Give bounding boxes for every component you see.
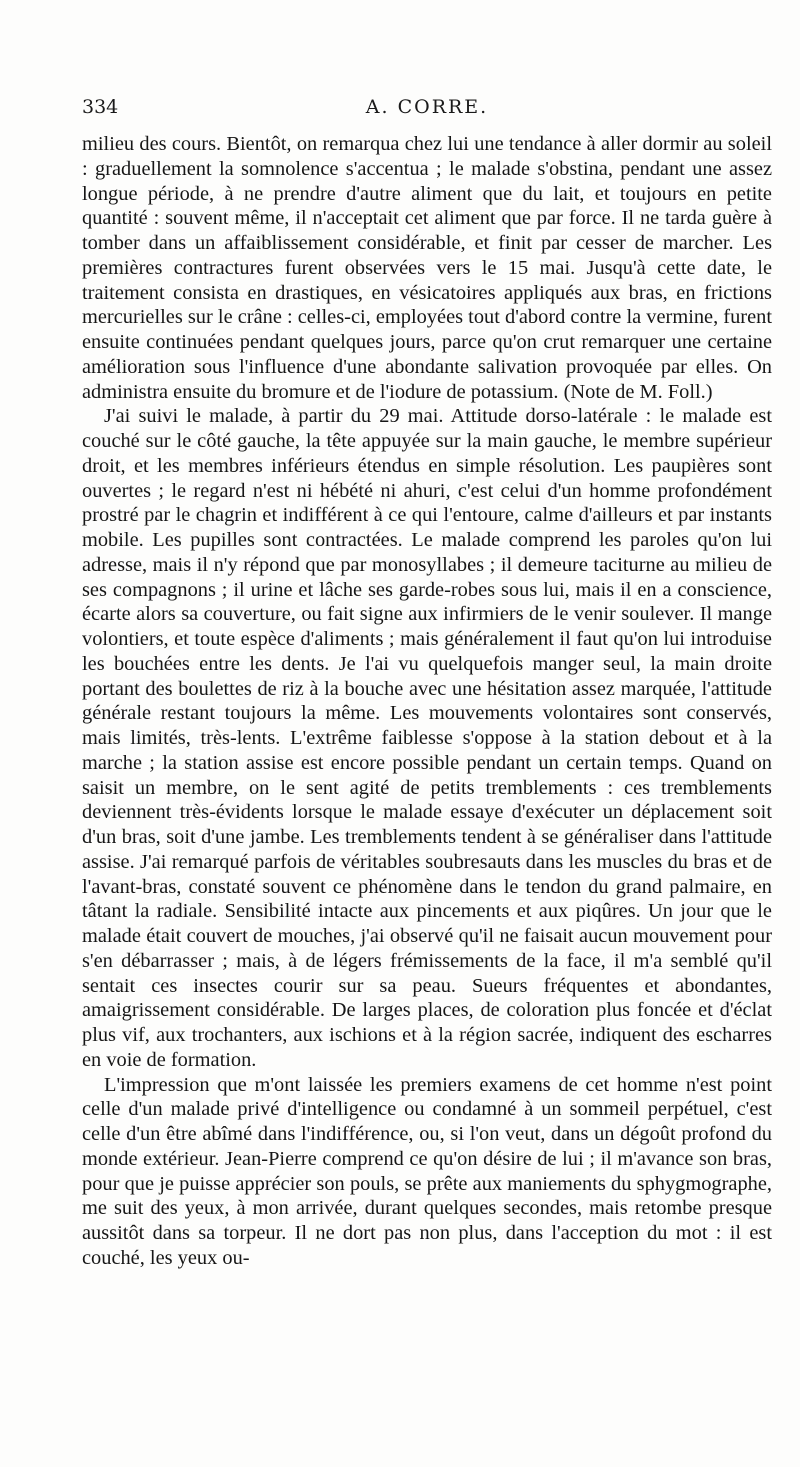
paragraph-continued: milieu des cours. Bientôt, on remarqua chez lui une tendance à aller dormir au soleil : graduellement la somnolence s'accentua ; le malade s'obstina, pendant une assez longue période, à ne prendre d'autre aliment que du lait, et toujours en petite quantité : souvent même, il n'acceptait cet aliment que par force. Il ne tarda guère à tomber dans un affaiblissement considérable, et finit par cesser de marcher. Les premières contractures furent observées vers le 15 mai. Jusqu'à cette date, le traitement consista en drastiques, en vésicatoires appliqués aux bras, en frictions mercurielles sur le crâne : celles-ci, employées tout d'abord contre la vermine, furent ensuite continuées pendant quelques jours, parce qu'on crut remarquer une certaine amélioration sous l'influence d'une abondante salivation provoquée par elles. On administra ensuite du bromure et de l'iodure de potassium. (Note de M. Foll.) <box>82 133 772 403</box>
paragraph-impression: L'impression que m'ont laissée les premiers examens de cet homme n'est point celle d'un malade privé d'intelligence ou condamné à un sommeil perpétuel, c'est celle d'un être abîmé dans l'indifférence, ou, si l'on veut, dans un dégoût profond du monde extérieur. Jean-Pierre comprend ce qu'on désire de lui ; il m'avance son bras, pour que je puisse apprécier son pouls, se prête aux maniements du sphygmographe, me suit des yeux, à mon arrivée, durant quelques secondes, mais retombe presque aussitôt dans sa torpeur. Il ne dort pas non plus, dans l'acception du mot : il est couché, les yeux ou- <box>82 1073 772 1269</box>
running-title: A. CORRE. <box>365 96 489 118</box>
page-number: 334 <box>82 96 119 118</box>
running-header <box>82 96 772 120</box>
paragraph-observation: J'ai suivi le malade, à partir du 29 mai. Attitude dorso-latérale : le malade est couché sur le côté gauche, la tête appuyée sur la main gauche, le membre supérieur droit, et les membres inférieurs étendus en simple résolution. Les paupières sont ouvertes ; le regard n'est ni hébété ni ahuri, c'est celui d'un homme profondément prostré par le chagrin et indifférent à ce qui l'entoure, calme d'ailleurs et par instants mobile. Les pupilles sont contractées. Le malade comprend les paroles qu'on lui adresse, mais il n'y répond que par monosyllabes ; il demeure taciturne au milieu de ses compagnons ; il urine et lâche ses garde-robes sous lui, mais il en a conscience, écarte alors sa couverture, ou fait signe aux infirmiers de le venir soulever. Il mange volontiers, et toute espèce d'aliments ; mais généralement il faut qu'on lui introduise les bouchées entre les dents. Je l'ai vu quelquefois manger seul, la main droite portant des boulettes de riz à la bouche avec une hésitation assez marquée, l'attitude générale restant toujours la même. Les mouvements volontaires sont conservés, mais limités, très-lents. L'extrême faiblesse s'oppose à la station debout et à la marche ; la station assise est encore possible pendant un certain temps. Quand on saisit un membre, on le sent agité de petits tremblements : ces tremblements deviennent très-évidents lorsque le malade essaye d'exécuter un déplacement soit d'un bras, soit d'une jambe. Les tremblements tendent à se généraliser dans l'attitude assise. J'ai remarqué parfois de véritables soubresauts dans les muscles du bras et de l'avant-bras, constaté souvent ce phénomène dans le tendon du grand palmaire, en tâtant la radiale. Sensibilité intacte aux pincements et aux piqûres. Un jour que le malade était couvert de mouches, j'ai observé qu'il ne faisait aucun mouvement pour s'en débarrasser ; mais, à de légers frémissements de la face, il m'a semblé qu'il sentait ces insectes courir sur sa peau. Sueurs fréquentes et abondantes, amaigrissement considérable. De larges places, de coloration plus foncée et d'éclat plus vif, aux trochanters, aux ischions et à la région sacrée, indiquent des escharres en voie de formation. <box>82 405 772 1071</box>
body-text <box>82 132 772 1271</box>
